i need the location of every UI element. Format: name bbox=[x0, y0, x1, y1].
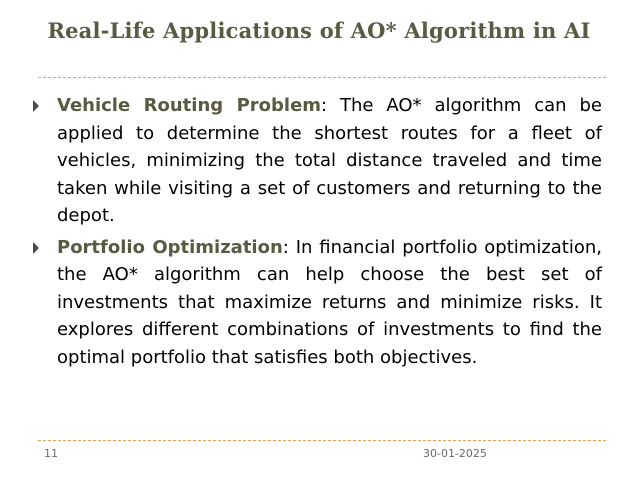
bullet-text: In financial portfolio optimization, the AO* algorithm can help choose the best set of investments that maximize returns and minimize risks. It explores different combinations of investments to find the optimal portfolio that satisfies both objectives. bbox=[57, 236, 602, 368]
bullet-separator: : bbox=[321, 95, 341, 116]
page-number: 11 bbox=[44, 447, 58, 460]
bullet-text: The AO* algorithm can be applied to determine the shortest routes for a fleet of vehicles, minimizing the total distance traveled and time taken while visiting a set of customers and returning to the depot. bbox=[57, 95, 602, 226]
slide-title: Real-Life Applications of AO* Algorithm in AI bbox=[47, 18, 591, 43]
bullet-term: Portfolio Optimization bbox=[57, 236, 283, 258]
bullet-item-portfolio-optimization bbox=[54, 234, 602, 372]
triangle-bullet-icon bbox=[33, 100, 39, 112]
bullet-item-vehicle-routing bbox=[54, 92, 602, 230]
top-divider bbox=[38, 77, 606, 78]
bullet-separator: : bbox=[282, 236, 296, 258]
bullet-term: Vehicle Routing Problem bbox=[57, 95, 322, 116]
bottom-divider bbox=[38, 440, 606, 441]
triangle-bullet-icon bbox=[33, 242, 39, 254]
bullet-list bbox=[54, 92, 602, 375]
footer-date: 30-01-2025 bbox=[423, 447, 487, 460]
